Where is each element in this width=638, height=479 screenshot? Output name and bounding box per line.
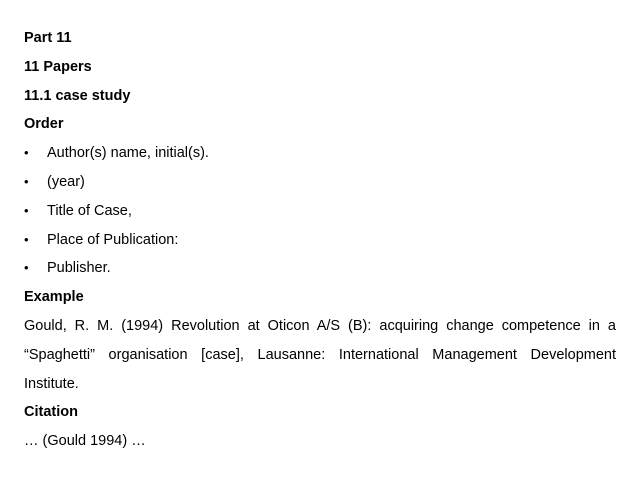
example-label: Example	[24, 289, 84, 306]
citation-label: Citation	[24, 404, 78, 421]
example-line-3: Institute.	[24, 375, 79, 392]
example-line-2: “Spaghetti” organisation [case], Lausanne: International Management Development	[24, 346, 616, 363]
citation-text: … (Gould 1994) …	[24, 433, 146, 450]
bullet-icon: •	[24, 145, 29, 161]
order-item-label: (year)	[47, 173, 85, 190]
order-item-place	[24, 226, 616, 255]
order-label: Order	[24, 116, 64, 133]
order-item-author	[24, 139, 616, 168]
bullet-icon: •	[24, 260, 29, 276]
order-item-label: Publisher.	[47, 260, 111, 277]
part-heading: Part 11	[24, 30, 72, 46]
bullet-icon: •	[24, 202, 29, 218]
document-page	[24, 24, 616, 456]
order-item-label: Author(s) name, initial(s).	[47, 145, 209, 162]
bullet-icon: •	[24, 173, 29, 189]
order-item-label: Title of Case,	[47, 202, 132, 219]
bullet-icon: •	[24, 231, 29, 247]
order-item-label: Place of Publication:	[47, 231, 179, 248]
example-line-1: Gould, R. M. (1994) Revolution at Oticon A/S (B): acquiring change competence in a	[24, 317, 616, 334]
papers-heading: 11 Papers	[24, 58, 92, 75]
order-item-title	[24, 197, 616, 226]
order-item-publisher	[24, 254, 616, 283]
order-item-year	[24, 168, 616, 197]
section-heading: 11.1 case study	[24, 87, 131, 104]
